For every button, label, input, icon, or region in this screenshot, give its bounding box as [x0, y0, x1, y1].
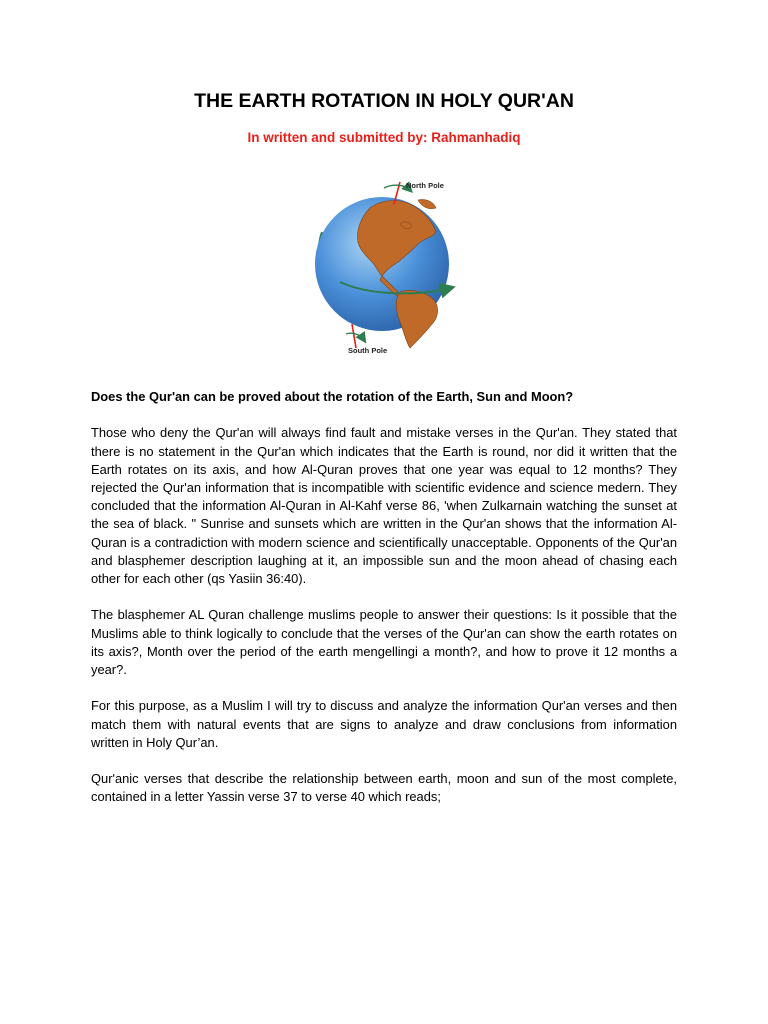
- earth-rotation-illustration: [300, 172, 470, 362]
- document-title: THE EARTH ROTATION IN HOLY QUR'AN: [194, 90, 574, 112]
- document-body: [91, 388, 677, 825]
- north-pole-label: North Pole: [406, 181, 444, 190]
- question-heading: Does the Qur'an can be proved about the rotation of the Earth, Sun and Moon?: [91, 389, 574, 404]
- author-line: In written and submitted by: Rahmanhadiq: [247, 130, 521, 145]
- south-pole-label: South Pole: [348, 346, 388, 355]
- paragraph-4: Qur'anic verses that describe the relationship between earth, moon and sun of the most complete, contained in a letter Yassin verse 37 to verse 40 which reads;: [91, 771, 677, 805]
- paragraph-3: For this purpose, as a Muslim I will try to discuss and analyze the information Qur'an verses and then match them with natural events that are signs to analyze and draw conclusions from information written in Holy Qur’an.: [91, 698, 677, 750]
- paragraph-1: Those who deny the Qur'an will always find fault and mistake verses in the Qur'an. They stated that there is no statement in the Qur'an which indicates that the Earth is round, nor did it written that the Earth rotates on its axis, and how Al-Quran proves that one year was equal to 12 months? They rejected the Qur'an information that is incompatible with scientific evidence and science medern. They concluded that the information Al-Quran in Al-Kahf verse 86, 'when Zulkarnain watching the sunset at the sea of black. " Sunrise and sunsets which are written in the Qur'an shows that the information Al-Quran is a contradiction with modern science and scientifically unacceptable. Opponents of the Qur'an and blasphemer description laughing at it, an impossible sun and the moon ahead of chasing each other for each other (qs Yasiin 36:40).: [91, 425, 677, 587]
- axis-south: [352, 324, 356, 348]
- south-america-landmass: [396, 290, 437, 348]
- paragraph-2: The blasphemer AL Quran challenge muslims people to answer their questions: Is it possible that the Muslims able to think logically to conclude that the verses of the Qur'an can show the earth rotates on its axis?, Month over the period of the earth mengellingi a month?, and how to prove it 12 months a year?.: [91, 607, 677, 678]
- earth-rotation-figure: [300, 172, 470, 362]
